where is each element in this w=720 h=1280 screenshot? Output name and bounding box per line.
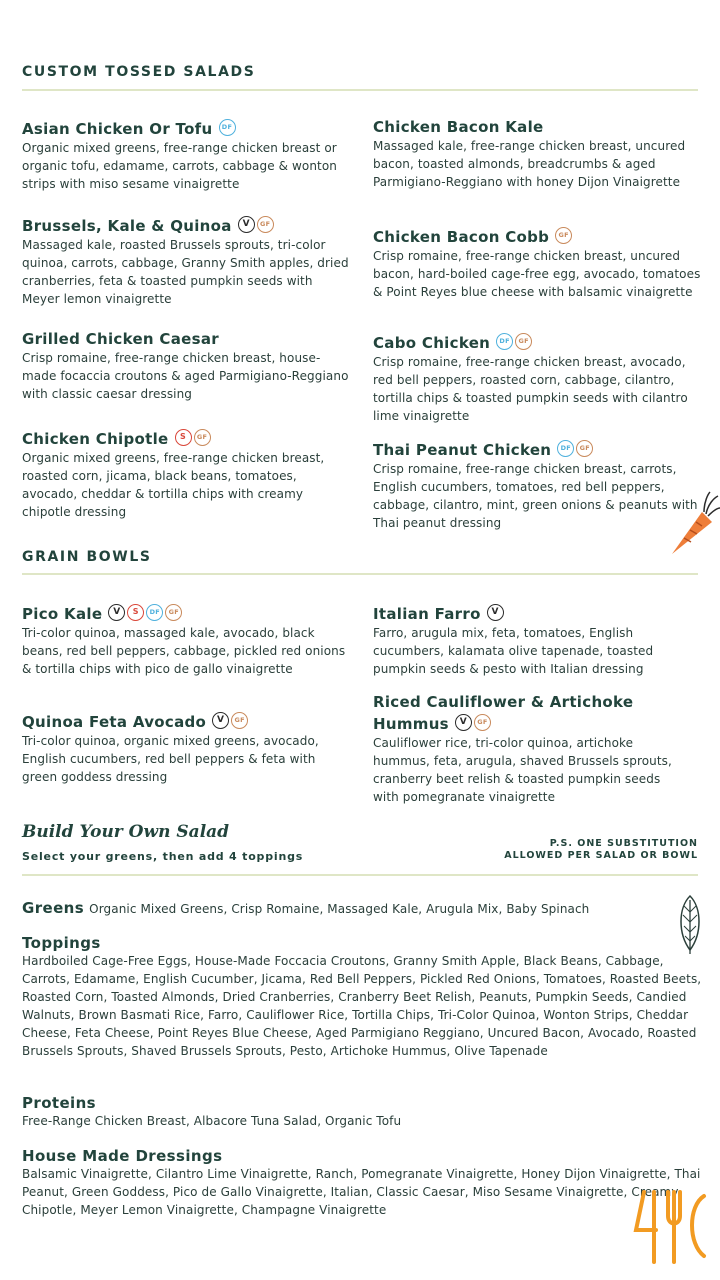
dairy-free-badge: DF	[496, 333, 513, 350]
menu-item	[373, 225, 703, 301]
item-description: Tri-color quinoa, organic mixed greens, avocado, English cucumbers, red bell peppers & feta with green goddess dressing	[22, 734, 319, 784]
item-description: Crisp romaine, free-range chicken breast, carrots, English cucumbers, tomatoes, red bell peppers, cabbage, cilantro, mint, green onions & peanuts with Thai peanut dressing	[373, 462, 698, 530]
item-description: Tri-color quinoa, massaged kale, avocado, black beans, red bell peppers, cabbage, pickled red onions & tortilla chips with pico de gallo vinaigrette	[22, 626, 346, 676]
dressings-title: House Made Dressings	[22, 1147, 223, 1165]
item-description: Massaged kale, free-range chicken breast, uncured bacon, toasted almonds, breadcrumbs & aged Parmigiano-Reggiano with honey Dijon Vinaigrette	[373, 139, 686, 189]
item-description: Cauliflower rice, tri-color quinoa, artichoke hummus, feta, arugula, shaved Brussels sprouts, cranberry beet relish & toasted pumpkin seeds with pomegranate vinaigrette	[373, 736, 672, 804]
substitution-note-line: P.S. ONE SUBSTITUTION	[549, 838, 698, 849]
vegetarian-badge: V	[455, 714, 472, 731]
substitution-note	[504, 838, 698, 862]
proteins-list: Free-Range Chicken Breast, Albacore Tuna Salad, Organic Tofu	[22, 1114, 402, 1128]
menu-item	[22, 427, 352, 521]
item-description: Crisp romaine, free-range chicken breast, uncured bacon, hard-boiled cage-free egg, avocado, tomatoes & Point Reyes blue cheese with balsamic vinaigrette	[373, 249, 701, 299]
item-description: Organic mixed greens, free-range chicken breast or organic tofu, edamame, carrots, cabbage & wonton strips with miso sesame vinaigrette	[22, 141, 338, 191]
menu-item	[22, 602, 352, 678]
dairy-free-badge: DF	[219, 119, 236, 136]
menu-item	[373, 602, 703, 678]
vegetarian-badge: V	[487, 604, 504, 621]
vegetarian-badge: V	[212, 712, 229, 729]
substitution-note-line: ALLOWED PER SALAD OR BOWL	[504, 850, 698, 861]
carrot-icon	[664, 490, 720, 560]
menu-item	[373, 692, 673, 806]
item-description: Organic mixed greens, free-range chicken breast, roasted corn, jicama, black beans, tomatoes, avocado, cheddar & tortilla chips with creamy chipotle dressing	[22, 451, 325, 519]
toppings-list: Hardboiled Cage-Free Eggs, House-Made Foccacia Croutons, Granny Smith Apple, Black Beans, Cabbage, Carrots, Edamame, English Cucumber, Jicama, Red Bell Peppers, Pickled Red Onions, Tomatoes, Roasted Beets, Roasted Corn, Toasted Almonds, Dried Cranberries, Cranberry Beet Relish, Peanuts, Pumpkin Seeds, Candied Walnuts, Brown Basmati Rice, Farro, Cauliflower Rice, Tortilla Chips, Tri-Color Quinoa, Wonton Strips, Cheddar Cheese, Feta Cheese, Point Reyes Blue Cheese, Aged Parmigiano Reggiano, Uncured Bacon, Avocado, Roasted Brussels Sprouts, Shaved Brussels Sprouts, Pesto, Artichoke Hummus, Olive Tapenade	[22, 954, 702, 1058]
item-description: Farro, arugula mix, feta, tomatoes, English cucumbers, kalamata olive tapenade, toasted pumpkin seeds & pesto with Italian dressing	[373, 626, 654, 676]
byo-subtitle: Select your greens, then add 4 toppings	[22, 850, 304, 863]
dairy-free-badge: DF	[146, 604, 163, 621]
item-name: Brussels, Kale & Quinoa	[22, 217, 232, 235]
menu-item	[22, 117, 352, 193]
dressings-list: Balsamic Vinaigrette, Cilantro Lime Vinaigrette, Ranch, Pomegranate Vinaigrette, Honey Dijon Vinaigrette, Thai Peanut, Green Goddess, Pico de Gallo Vinaigrette, Italian, Classic Caesar, Miso Sesame Vinaigrette, Creamy Chipotle, Meyer Lemon Vinaigrette, Champagne Vinaigrette	[22, 1167, 701, 1217]
toppings-block	[22, 934, 702, 1060]
gluten-free-badge: GF	[474, 714, 491, 731]
item-name: Chicken Bacon Cobb	[373, 228, 550, 246]
dairy-free-badge: DF	[557, 440, 574, 457]
item-name: Grilled Chicken Caesar	[22, 330, 219, 348]
greens-block	[22, 898, 702, 917]
vegetarian-badge: V	[108, 604, 125, 621]
proteins-title: Proteins	[22, 1094, 96, 1112]
gluten-free-badge: GF	[257, 216, 274, 233]
item-name: Chicken Chipotle	[22, 430, 169, 448]
restaurant-logo-icon	[632, 1186, 712, 1270]
section-divider	[22, 89, 698, 91]
menu-item	[373, 331, 703, 425]
menu-item	[373, 117, 703, 191]
gluten-free-badge: GF	[194, 429, 211, 446]
greens-list: Organic Mixed Greens, Crisp Romaine, Massaged Kale, Arugula Mix, Baby Spinach	[89, 902, 590, 916]
vegetarian-badge: V	[238, 216, 255, 233]
menu-item	[22, 710, 352, 786]
item-name: Thai Peanut Chicken	[373, 441, 552, 459]
item-name: Asian Chicken Or Tofu	[22, 120, 213, 138]
item-name: Riced Cauliflower & Artichoke Hummus	[373, 693, 634, 733]
item-description: Massaged kale, roasted Brussels sprouts, tri-color quinoa, carrots, cabbage, Granny Smith apples, dried cranberries, feta & toasted pumpkin seeds with Meyer lemon vinaigrette	[22, 238, 349, 306]
spicy-badge: S	[127, 604, 144, 621]
gluten-free-badge: GF	[165, 604, 182, 621]
item-description: Crisp romaine, free-range chicken breast, house-made focaccia croutons & aged Parmigiano-Reggiano with classic caesar dressing	[22, 351, 349, 401]
item-name: Cabo Chicken	[373, 334, 491, 352]
bowls-section-title: GRAIN BOWLS	[22, 549, 152, 565]
menu-item	[22, 329, 352, 403]
item-name: Chicken Bacon Kale	[373, 118, 544, 136]
menu-item	[373, 438, 703, 532]
salads-section-title: CUSTOM TOSSED SALADS	[22, 64, 256, 80]
greens-title: Greens	[22, 899, 85, 917]
section-divider	[22, 573, 698, 575]
item-name: Italian Farro	[373, 605, 481, 623]
gluten-free-badge: GF	[515, 333, 532, 350]
spicy-badge: S	[175, 429, 192, 446]
item-name: Quinoa Feta Avocado	[22, 713, 207, 731]
menu-item	[22, 214, 352, 308]
section-divider	[22, 874, 698, 876]
byo-title: Build Your Own Salad	[22, 822, 230, 842]
dressings-block	[22, 1147, 702, 1219]
item-name: Pico Kale	[22, 605, 103, 623]
gluten-free-badge: GF	[231, 712, 248, 729]
proteins-block	[22, 1094, 702, 1130]
toppings-title: Toppings	[22, 934, 101, 952]
gluten-free-badge: GF	[555, 227, 572, 244]
gluten-free-badge: GF	[576, 440, 593, 457]
item-description: Crisp romaine, free-range chicken breast, avocado, red bell peppers, roasted corn, cabbage, cilantro, tortilla chips & toasted pumpkin seeds with cilantro lime vinaigrette	[373, 355, 688, 423]
